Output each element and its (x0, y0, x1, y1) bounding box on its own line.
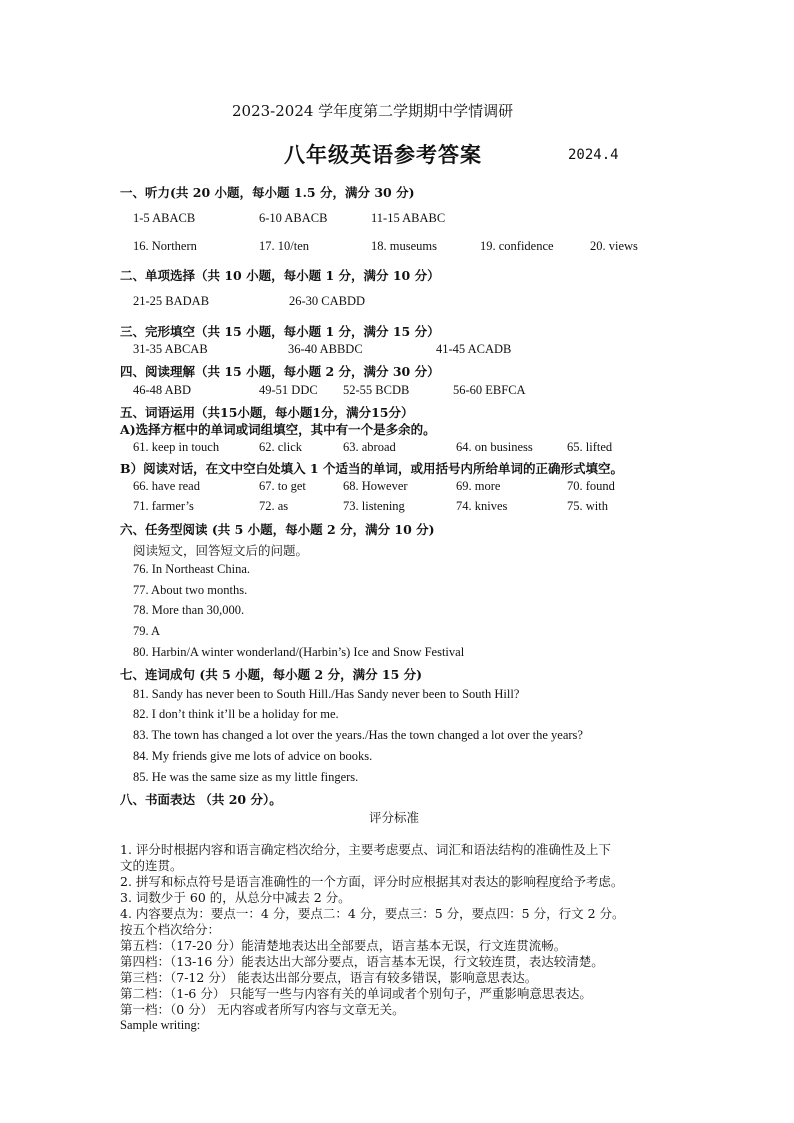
document-title: 2023-2024 学年度第二学期期中学情调研 (232, 102, 514, 120)
answer-item: 1-5 ABACB (133, 211, 196, 225)
part-b-instruction: B）阅读对话，在文中空白处填入 1 个适当的单词，或用括号内所给单词的正确形式填空。 (120, 461, 623, 476)
section-heading-writing: 八、书面表达 （共 20 分）。 (120, 792, 282, 807)
answer-line: 84. My friends give me lots of advice on books. (133, 749, 373, 763)
answer-item: 69. more (456, 479, 501, 493)
sample-writing-label: Sample writing: (120, 1018, 201, 1032)
criteria-line: 文的连贯。 (120, 858, 183, 873)
answer-item: 56-60 EBFCA (453, 383, 526, 397)
criteria-line: 按五个档次给分： (120, 922, 221, 937)
document-subtitle: 八年级英语参考答案 (284, 142, 482, 167)
answer-line: 85. He was the same size as my little fingers. (133, 770, 359, 784)
answer-item: 75. with (567, 499, 608, 513)
section-heading-reading: 四、阅读理解（共 15 小题，每小题 2 分，满分 30 分） (120, 364, 440, 379)
answer-line: 79. A (133, 624, 161, 638)
answer-item: 73. listening (343, 499, 405, 513)
answer-item: 36-40 ABBDC (288, 342, 363, 356)
criteria-line: 第五档：（17-20 分）能清楚地表达出全部要点，语言基本无误，行文连贯流畅。 (120, 938, 567, 953)
answer-item: 19. confidence (480, 239, 554, 253)
answer-item: 72. as (259, 499, 289, 513)
section-heading-listening: 一、听力(共 20 小题，每小题 1.5 分，满分 30 分) (120, 185, 415, 200)
criteria-line: 第一档：（0 分） 无内容或者所写内容与文章无关。 (120, 1002, 405, 1017)
answer-line: 82. I don’t think it’ll be a holiday for me. (133, 707, 339, 721)
answer-item: 6-10 ABACB (259, 211, 328, 225)
answer-item: 65. lifted (567, 440, 613, 454)
criteria-line: 第三档：（7-12 分） 能表达出部分要点，语言有较多错误，影响意思表达。 (120, 970, 538, 985)
answer-item: 61. keep in touch (133, 440, 220, 454)
criteria-line: 4. 内容要点为：要点一：4 分，要点二：4 分，要点三：5 分，要点四：5 分，行文 2 分。 (120, 906, 625, 921)
answer-item: 49-51 DDC (259, 383, 318, 397)
criteria-title: 评分标准 (369, 810, 420, 825)
section-heading-sentence-building: 七、连词成句 (共 5 小题，每小题 2 分，满分 15 分) (120, 667, 423, 682)
answer-line: 83. The town has changed a lot over the years./Has the town changed a lot over the years? (133, 728, 583, 742)
section-heading-single-choice: 二、单项选择（共 10 小题，每小题 1 分，满分 10 分） (120, 268, 440, 283)
answer-item: 52-55 BCDB (343, 383, 410, 397)
answer-line: 77. About two months. (133, 583, 248, 597)
section-heading-cloze: 三、完形填空（共 15 小题，每小题 1 分，满分 15 分） (120, 324, 440, 339)
part-a-instruction: A)选择方框中的单词或词组填空，其中有一个是多余的。 (120, 422, 436, 437)
answer-item: 41-45 ACADB (436, 342, 512, 356)
answer-item: 74. knives (456, 499, 508, 513)
answer-item: 66. have read (133, 479, 200, 493)
answer-item: 11-15 ABABC (371, 211, 446, 225)
answer-item: 16. Northern (133, 239, 197, 253)
answer-item: 18. museums (371, 239, 437, 253)
answer-item: 62. click (259, 440, 303, 454)
section-heading-word-usage: 五、词语运用（共15小题，每小题1分，满分15分） (120, 405, 414, 420)
answer-item: 70. found (567, 479, 615, 493)
answer-item: 67. to get (259, 479, 306, 493)
answer-item: 21-25 BADAB (133, 294, 210, 308)
answer-item: 31-35 ABCAB (133, 342, 208, 356)
answer-line: 78. More than 30,000. (133, 603, 245, 617)
answer-line: 81. Sandy has never been to South Hill./Has Sandy never been to South Hill? (133, 687, 520, 701)
section-heading-task-reading: 六、任务型阅读 (共 5 小题，每小题 2 分，满分 10 分) (120, 522, 435, 537)
criteria-line: 1. 评分时根据内容和语言确定档次给分，主要考虑要点、词汇和语法结构的准确性及上下 (120, 842, 611, 857)
answer-item: 64. on business (456, 440, 533, 454)
criteria-line: 3. 词数少于 60 的，从总分中减去 2 分。 (120, 890, 351, 905)
answer-item: 63. abroad (343, 440, 396, 454)
answer-item: 46-48 ABD (133, 383, 191, 397)
criteria-line: 第四档：（13-16 分）能表达出大部分要点，语言基本无误，行文较连贯，表达较清楚。 (120, 954, 604, 969)
document-date: 2024.4 (568, 147, 619, 163)
answer-item: 20. views (590, 239, 638, 253)
answer-item: 71. farmer’s (133, 499, 194, 513)
answer-item: 17. 10/ten (259, 239, 309, 253)
answer-item: 68. However (343, 479, 408, 493)
task-instruction: 阅读短文，回答短文后的问题。 (133, 543, 309, 558)
answer-line: 80. Harbin/A winter wonderland/(Harbin’s) Ice and Snow Festival (133, 645, 465, 659)
answer-line: 76. In Northeast China. (133, 562, 250, 576)
criteria-line: 第二档：（1-6 分） 只能写一些与内容有关的单词或者个别句子，严重影响意思表达。 (120, 986, 592, 1001)
answer-item: 26-30 CABDD (289, 294, 366, 308)
criteria-line: 2. 拼写和标点符号是语言准确性的一个方面，评分时应根据其对表达的影响程度给予考虑。 (120, 874, 624, 889)
